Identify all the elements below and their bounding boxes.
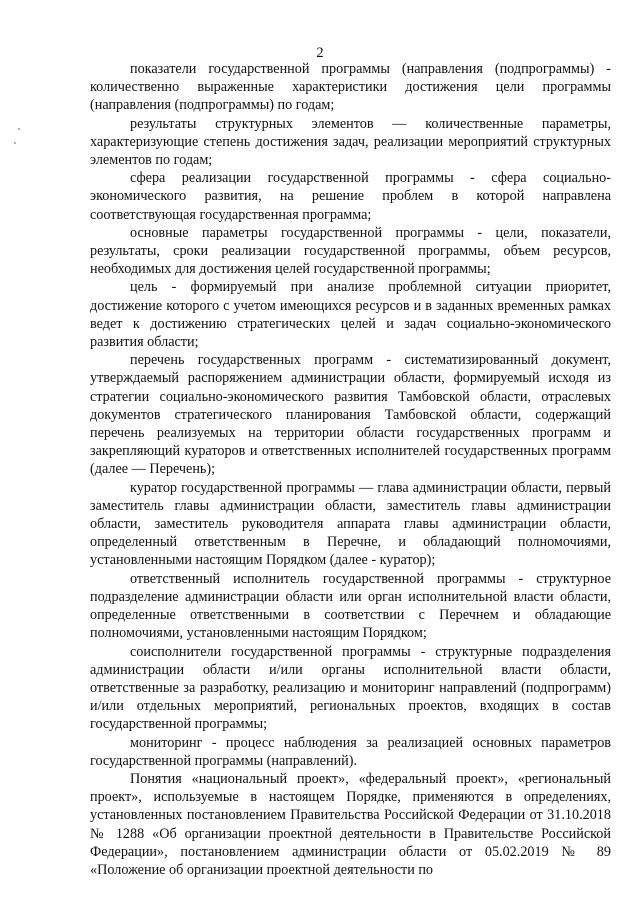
definition-paragraph: перечень государственных программ - систематизированный документ, утверждаемый распоряжением администрации области, формируемый исходя из стратегии социально-экономического развития Тамбовской области, отраслевых документов стратегического планирования Тамбовской области, содержащий перечень реализуемых на территории области государственных программ и закрепляющий кураторов и ответственных исполнителей государственных программ (далее — Перечень);: [90, 352, 611, 478]
document-body: [90, 60, 611, 879]
definition-paragraph: основные параметры государственной программы - цели, показатели, результаты, сроки реализации государственной программы, объем ресурсов, необходимых для достижения целей государственной программы;: [90, 224, 611, 278]
definition-paragraph: показатели государственной программы (направления (подпрограммы) - количественно выраженные характеристики достижения цели программы (направления (подпрограммы) по годам;: [90, 61, 611, 114]
definition-paragraph: куратор государственной программы — глава администрации области, первый заместитель главы администрации области, заместитель главы администрации области, заместитель руководителя аппарата главы администрации области, определенный ответственным в Перечне, и обладающий полномочиями, установленными настоящим Порядком (далее - куратор);: [90, 479, 611, 569]
definition-paragraph: соисполнители государственной программы - структурные подразделения администрации области и/или органы исполнительной власти области, ответственные за разработку, реализацию и мониторинг направлений (подпрограмм) и/или отдельных мероприятий, региональных проектов, входящих в состав государственной программы;: [90, 643, 611, 733]
page-number: 2: [316, 45, 324, 61]
definition-paragraph: цель - формируемый при анализе проблемной ситуации приоритет, достижение которого с учетом имеющихся ресурсов и в заданных временных рамках ведет к достижению стратегических целей и задач социально-экономического развития области;: [90, 279, 611, 351]
concepts-paragraph: Понятия «национальный проект», «федеральный проект», «региональный проект», используемые в настоящем Порядке, применяются в определениях, установленных постановлением Правительства Российской Федерации от 31.10.2018 № 1288 «Об организации проектной деятельности в Правительстве Российской Федерации», постановлением администрации области от 05.02.2019 № 89 «Положение об организации проектной деятельности по: [90, 770, 611, 878]
scan-speck: [14, 142, 16, 144]
scan-speck: [18, 128, 20, 130]
definition-paragraph: ответственный исполнитель государственной программы - структурное подразделение администрации области или орган исполнительной власти области, определенные ответственными в соответствии с Перечнем и обладающие полномочиями, установленными настоящим Порядком;: [90, 570, 611, 642]
definition-paragraph: мониторинг - процесс наблюдения за реализацией основных параметров государственной программы (направлений).: [90, 734, 611, 769]
definition-paragraph: сфера реализации государственной программы - сфера социально-экономического развития, на решение проблем в которой направлена соответствующая государственная программа;: [90, 170, 611, 223]
definition-paragraph: результаты структурных элементов — количественные параметры, характеризующие степень достижения задач, реализации мероприятий структурных элементов по годам;: [90, 115, 611, 169]
